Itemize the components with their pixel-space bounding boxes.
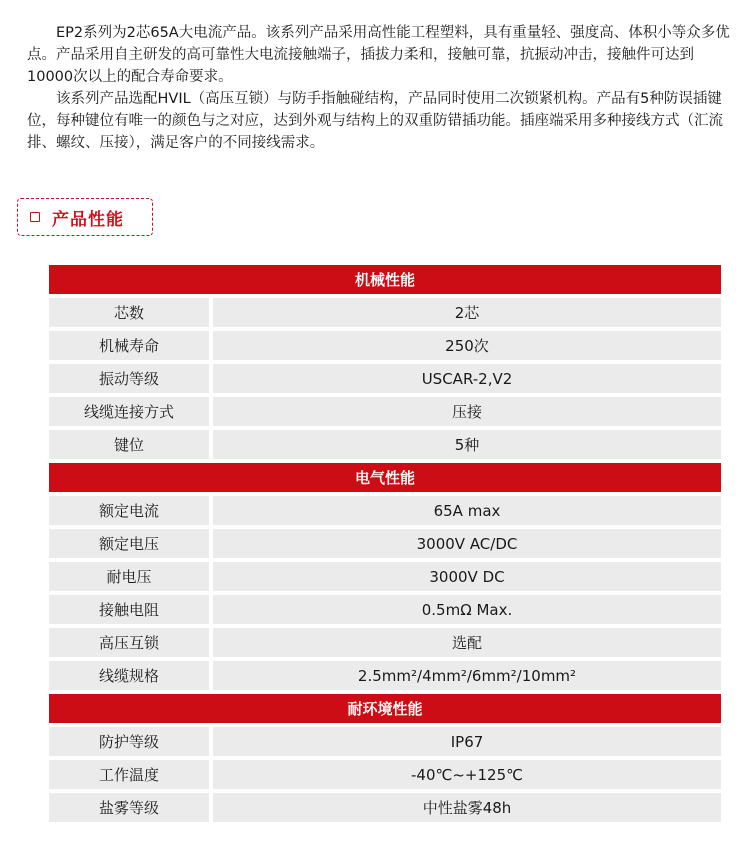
row-value: -40℃~+125℃ <box>209 760 721 789</box>
group-title: 机械性能 <box>49 265 721 294</box>
row-value: 250次 <box>209 331 721 360</box>
row-label: 键位 <box>49 430 209 459</box>
table-row <box>49 298 721 327</box>
intro-paragraph: EP2系列为2芯65A大电流产品。该系列产品采用高性能工程塑料，具有重量轻、强度高、体积小等众多优点。产品采用自主研发的高可靠性大电流接触端子，插拔力柔和，接触可靠，抗振动冲击，接触件可达到10000次以上的配合寿命要求。 <box>27 25 730 85</box>
row-value: 选配 <box>209 628 721 657</box>
row-label: 盐雾等级 <box>49 793 209 822</box>
table-row <box>49 661 721 690</box>
table-group-header <box>49 694 721 723</box>
row-value: 2.5mm²/4mm²/6mm²/10mm² <box>209 661 721 690</box>
row-label: 耐电压 <box>49 562 209 591</box>
row-label: 线缆连接方式 <box>49 397 209 426</box>
table-row <box>49 793 721 822</box>
row-label: 防护等级 <box>49 727 209 756</box>
group-title: 耐环境性能 <box>49 694 721 723</box>
row-value: 压接 <box>209 397 721 426</box>
table-row <box>49 562 721 591</box>
row-value: 3000V AC/DC <box>209 529 721 558</box>
table-row <box>49 331 721 360</box>
table-row <box>49 628 721 657</box>
row-label: 额定电压 <box>49 529 209 558</box>
spec-table <box>49 261 721 826</box>
table-row <box>49 529 721 558</box>
table-row <box>49 397 721 426</box>
row-value: 5种 <box>209 430 721 459</box>
row-label: 接触电阻 <box>49 595 209 624</box>
row-label: 振动等级 <box>49 364 209 393</box>
group-title: 电气性能 <box>49 463 721 492</box>
row-label: 额定电流 <box>49 496 209 525</box>
row-value: IP67 <box>209 727 721 756</box>
row-label: 工作温度 <box>49 760 209 789</box>
table-row <box>49 595 721 624</box>
table-row <box>49 364 721 393</box>
table-group-header <box>49 463 721 492</box>
row-label: 线缆规格 <box>49 661 209 690</box>
table-row <box>49 727 721 756</box>
row-value: 2芯 <box>209 298 721 327</box>
table-row <box>49 760 721 789</box>
row-label: 芯数 <box>49 298 209 327</box>
row-value: 中性盐雾48h <box>209 793 721 822</box>
section-header <box>17 198 153 236</box>
row-value: 3000V DC <box>209 562 721 591</box>
row-value: 0.5mΩ Max. <box>209 595 721 624</box>
row-value: 65A max <box>209 496 721 525</box>
row-label: 高压互锁 <box>49 628 209 657</box>
intro-paragraph: 该系列产品选配HVIL（高压互锁）与防手指触碰结构，产品同时使用二次锁紧机构。产品有5种防误插键位，每种键位有唯一的颜色与之对应，达到外观与结构上的双重防错插功能。插座端采用多种接线方式（汇流排、螺纹、压接），满足客户的不同接线需求。 <box>27 91 723 151</box>
table-row <box>49 496 721 525</box>
table-group-header <box>49 265 721 294</box>
intro-text <box>27 22 735 154</box>
row-label: 机械寿命 <box>49 331 209 360</box>
square-outline-icon <box>30 212 40 222</box>
row-value: USCAR-2,V2 <box>209 364 721 393</box>
table-row <box>49 430 721 459</box>
section-title: 产品性能 <box>52 209 124 230</box>
